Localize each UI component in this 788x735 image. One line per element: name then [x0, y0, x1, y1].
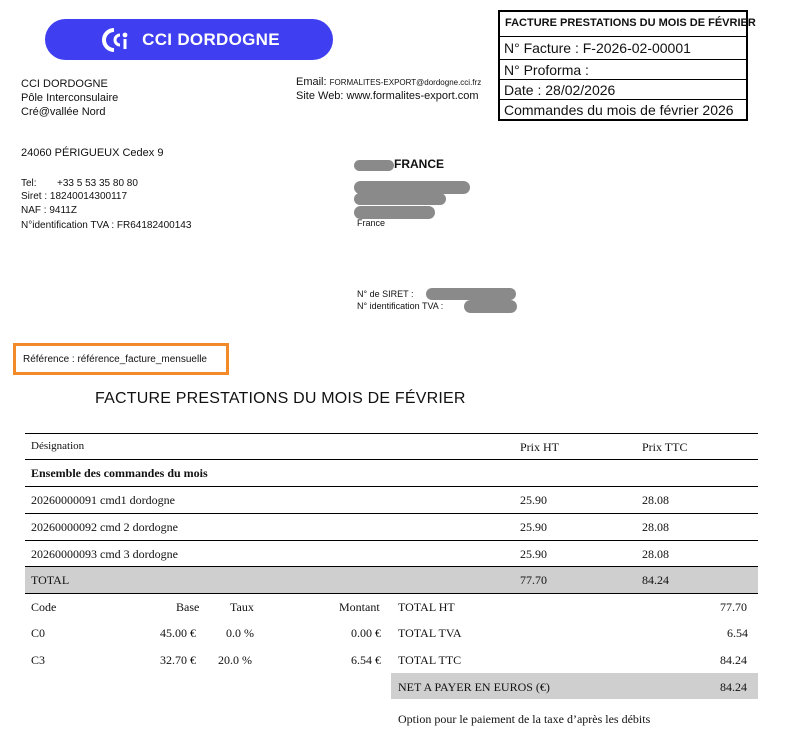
row-designation: 20260000092 cmd 2 dordogne	[31, 520, 178, 534]
tax-header-montant: Montant	[339, 600, 380, 614]
row-ttc: 28.08	[642, 547, 669, 561]
tax-base: 32.70 €	[160, 653, 196, 667]
invoice-date: Date : 28/02/2026	[500, 79, 746, 100]
cci-logo-icon	[98, 27, 130, 53]
redaction-block	[426, 288, 516, 300]
cci-logo	[45, 19, 333, 60]
total-ht: 77.70	[520, 573, 547, 587]
tax-header-base: Base	[176, 600, 200, 614]
totals-ttc-value: 84.24	[720, 653, 747, 667]
totals-tva-value: 6.54	[727, 626, 748, 640]
row-ht: 25.90	[520, 493, 547, 507]
table-section-label: Ensemble des commandes du mois	[31, 466, 208, 480]
sender-name: CCI DORDOGNE	[21, 78, 108, 90]
reference-box: Référence : référence_facture_mensuelle	[13, 343, 229, 375]
tax-header-code: Code	[31, 600, 57, 614]
table-border	[25, 593, 758, 594]
invoice-box-title: FACTURE PRESTATIONS DU MOIS DE FÉVRIER	[505, 17, 756, 29]
totals-ttc-label: TOTAL TTC	[398, 653, 462, 667]
tax-option-note: Option pour le paiement de la taxe d’après les débits	[398, 712, 651, 726]
sender-city: 24060 PÉRIGUEUX Cedex 9	[21, 147, 164, 159]
total-ttc: 84.24	[642, 573, 669, 587]
table-divider	[25, 459, 758, 460]
tax-code: C3	[31, 653, 46, 667]
row-ttc: 28.08	[642, 520, 669, 534]
redaction-block	[464, 300, 517, 313]
table-divider	[25, 540, 758, 541]
header-prix-ht: Prix HT	[520, 440, 559, 454]
header-designation: Désignation	[31, 440, 85, 452]
row-designation: 20260000093 cmd 3 dordogne	[31, 547, 178, 561]
invoice-info-box	[498, 10, 756, 121]
sender-tel-label: Tel:	[21, 178, 37, 189]
total-label: TOTAL	[31, 573, 70, 587]
tax-taux: 0.0 %	[226, 626, 254, 640]
contact-email-row	[296, 76, 481, 88]
sender-tva: N°identification TVA : FR64182400143	[21, 220, 192, 231]
net-payable-value: 84.24	[720, 680, 747, 694]
row-ht: 25.90	[520, 547, 547, 561]
totals-ht-label: TOTAL HT	[398, 600, 455, 614]
tax-taux: 20.0 %	[218, 653, 252, 667]
sender-line2: Pôle Interconsulaire	[21, 92, 119, 104]
tax-montant: 0.00 €	[351, 626, 381, 640]
recipient-name: FRANCE	[394, 157, 444, 171]
invoice-number: N° Facture : F-2026-02-00001	[500, 36, 746, 60]
recipient-country: France	[357, 218, 386, 228]
header-prix-ttc: Prix TTC	[642, 440, 688, 454]
sender-siret: Siret : 18240014300117	[21, 191, 128, 202]
tax-code: C0	[31, 626, 46, 640]
redaction-block	[354, 160, 394, 171]
contact-web: Site Web: www.formalites-export.com	[296, 90, 479, 102]
row-designation: 20260000091 cmd1 dordogne	[31, 493, 175, 507]
sender-address	[21, 77, 118, 119]
tax-header-taux: Taux	[230, 600, 254, 614]
recipient-siret-label: N° de SIRET :	[357, 289, 414, 299]
sender-naf: NAF : 9411Z	[21, 205, 77, 216]
main-title: FACTURE PRESTATIONS DU MOIS DE FÉVRIER	[95, 390, 466, 407]
net-payable-label: NET A PAYER EN EUROS (€)	[398, 680, 550, 694]
email-value: FORMALITES-EXPORT@dordogne.cci.frz	[329, 78, 482, 87]
proforma-number: N° Proforma :	[500, 59, 746, 80]
table-border	[25, 433, 758, 434]
totals-ht-value: 77.70	[720, 600, 747, 614]
recipient-tva-label: N° identification TVA :	[357, 301, 444, 311]
sender-line3: Cré@vallée Nord	[21, 106, 106, 118]
sender-tel: +33 5 53 35 80 80	[57, 178, 138, 189]
redaction-block	[354, 193, 446, 205]
tax-montant: 6.54 €	[351, 653, 381, 667]
logo-text: CCI DORDOGNE	[142, 29, 280, 49]
table-divider	[25, 513, 758, 514]
totals-tva-label: TOTAL TVA	[398, 626, 462, 640]
table-divider	[25, 486, 758, 487]
tax-base: 45.00 €	[160, 626, 196, 640]
email-label: Email:	[296, 76, 327, 88]
row-ht: 25.90	[520, 520, 547, 534]
invoice-commandes: Commandes du mois de février 2026	[500, 99, 746, 122]
row-ttc: 28.08	[642, 493, 669, 507]
